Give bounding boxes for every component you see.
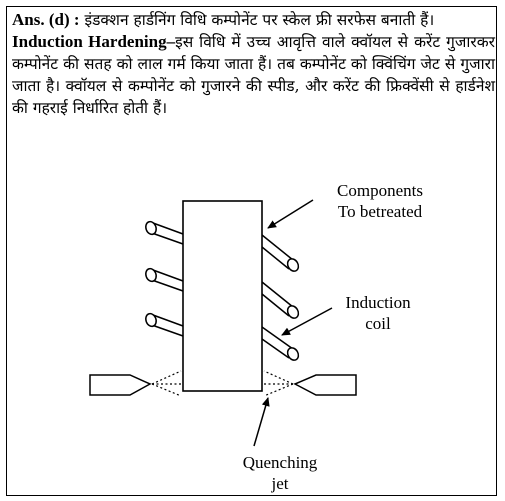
- left-spray: [152, 371, 181, 396]
- coil-label: [328, 292, 428, 334]
- term-heading: Induction Hardening: [12, 32, 167, 51]
- explanation-paragraph: [12, 31, 495, 119]
- components-label-line2: To betreated: [337, 202, 423, 221]
- answer-statement: इंडक्शन हार्डनिंग विधि कम्पोनेंट पर स्केल फ्री सरफेस बनाती हैं।: [84, 11, 435, 29]
- jet-label-line2: jet: [271, 474, 289, 493]
- left-nozzle: [90, 375, 150, 395]
- jet-arrow: [254, 398, 268, 446]
- answer-line: [12, 9, 495, 31]
- coil-label-line1: Induction: [345, 293, 411, 312]
- answer-text: [12, 9, 495, 119]
- components-label: [305, 180, 455, 222]
- explanation-body: इस विधि में उच्च आवृत्ति वाले क्वॉयल से करेंट गुजारकर कम्पोनेंट की सतह को लाल गर्म किया जाता हैं। तब कम्पोनेंट को क्विंचिंग जेट से गुजारा जाता है। क्वॉयल से कम्पोनेंट को गुजारने की स्पीड, और करेंट की फ्रिक्वेंसी से हार्डनेश की गहराई निर्धारित होती हैं।: [12, 33, 496, 117]
- term-dash: –: [166, 32, 176, 51]
- answer-prefix: Ans. (d) :: [12, 10, 80, 29]
- right-nozzle: [295, 375, 356, 395]
- left-coil: [144, 220, 183, 336]
- component-block: [183, 201, 262, 391]
- right-spray: [264, 371, 293, 396]
- right-coil: [262, 235, 301, 362]
- jet-label: [215, 452, 345, 494]
- coil-label-line2: coil: [365, 314, 391, 333]
- jet-label-line1: Quenching: [242, 453, 318, 472]
- components-label-line1: Components: [337, 181, 423, 200]
